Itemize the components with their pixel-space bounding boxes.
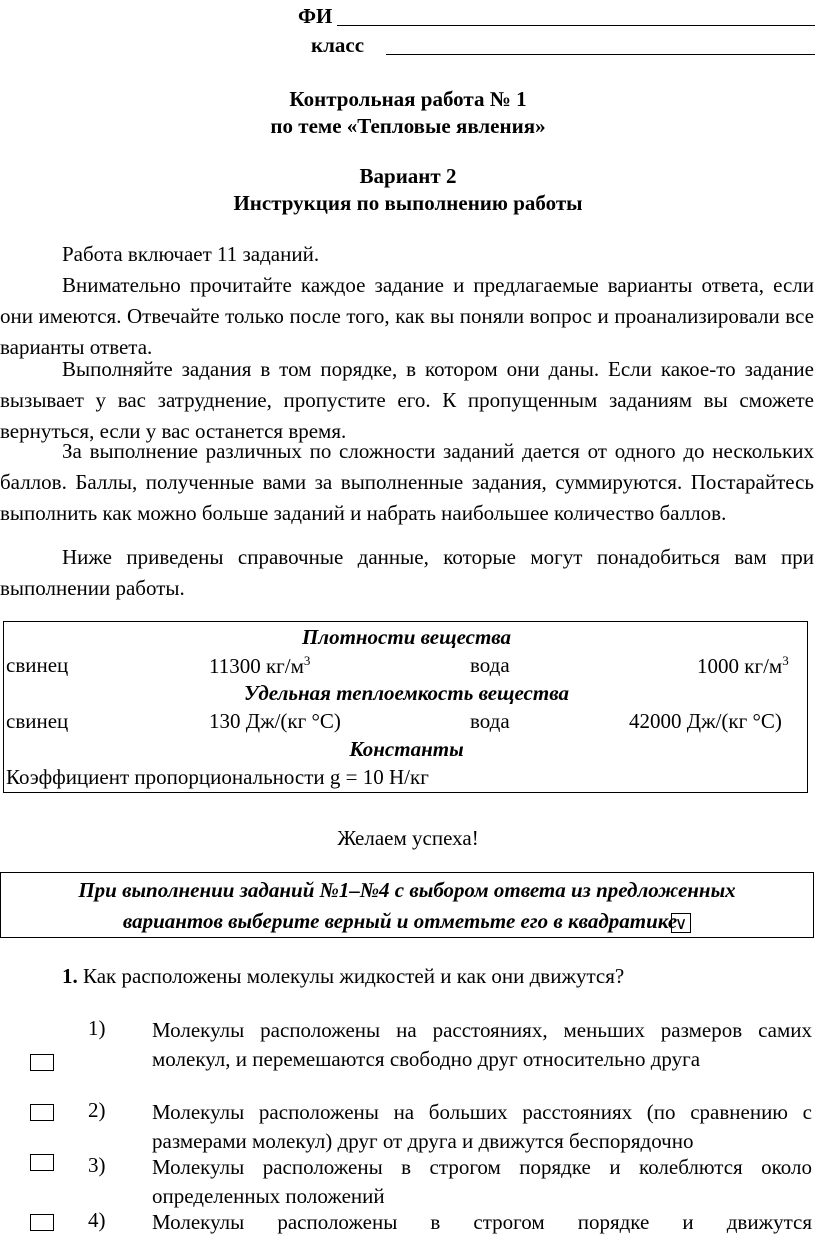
class-label: класс	[311, 33, 365, 57]
instruction-paragraph-4: За выполнение различных по сложности заданий дается от одного до нескольких баллов. Баллы, полученные вами за выполненные задания, суммируются. Постарайтесь выполнить как можно больше заданий и набрать наибольшее количество баллов.	[0, 439, 814, 525]
reference-data-box	[3, 621, 808, 793]
heat-value-1: 130 Дж/(кг °С)	[209, 709, 341, 733]
checkmark-icon: ∨	[671, 913, 691, 933]
good-luck-text: Желаем успеха!	[337, 826, 479, 850]
heat-capacity-header: Удельная теплоемкость вещества	[244, 681, 569, 705]
heat-value-2: 42000 Дж/(кг °С)	[629, 709, 782, 733]
variant-title: Вариант 2	[359, 164, 457, 188]
heat-substance-2: вода	[470, 709, 510, 733]
question-1	[62, 964, 624, 989]
option-number-2: 2)	[88, 1098, 106, 1122]
option-text-3: Молекулы расположены в строгом порядке и колеблются около определенных положений	[152, 1155, 812, 1208]
task-instruction-line-1: При выполнении заданий №1–№4 с выбором ответа из предложенных	[78, 878, 736, 902]
density-substance-1: свинец	[6, 653, 69, 677]
question-text: Как расположены молекулы жидкостей и как они движутся?	[83, 964, 625, 988]
answer-checkbox-2[interactable]	[30, 1104, 54, 1121]
option-text-4: Молекулы расположены в строгом порядке и движутся	[152, 1210, 812, 1234]
constant-g: Коэффициент пропорциональности g = 10 Н/кг	[6, 765, 429, 789]
instruction-paragraph-5: Ниже приведены справочные данные, которые могут понадобиться вам при выполнении работы.	[0, 545, 814, 600]
answer-checkbox-4[interactable]	[30, 1214, 54, 1231]
density-substance-2: вода	[470, 653, 510, 677]
instruction-paragraph-2: Внимательно прочитайте каждое задание и предлагаемые варианты ответа, если они имеются. Отвечайте только после того, как вы поняли вопрос и проанализировали все варианты ответа.	[0, 273, 814, 359]
heat-substance-1: свинец	[6, 709, 69, 733]
option-number-3: 3)	[88, 1153, 106, 1177]
option-text-2: Молекулы расположены на больших расстояниях (по сравнению с размерами молекул) друг от друга и движутся беспорядочно	[152, 1100, 812, 1153]
option-text-1: Молекулы расположены на расстояниях, меньших размеров самих молекул, и перемешаются свободно друг относительно друга	[152, 1018, 812, 1071]
instructions-title: Инструкция по выполнению работы	[233, 191, 583, 215]
instruction-paragraph-1: Работа включает 11 заданий.	[62, 242, 320, 266]
class-input-line[interactable]	[386, 33, 815, 55]
option-number-4: 4)	[88, 1208, 106, 1232]
answer-checkbox-1[interactable]	[30, 1054, 54, 1071]
density-value-2: 1000 $кг/м^3$	[697, 653, 789, 678]
option-number-1: 1)	[88, 1016, 106, 1040]
task-instruction-line-2: вариантов выберите верный и отметьте его в квадратике∨	[1, 906, 813, 937]
page-subtitle: по теме «Тепловые явления»	[270, 114, 546, 138]
answer-checkbox-3[interactable]	[30, 1154, 54, 1171]
task-instruction-box	[0, 872, 814, 938]
density-value-1: 11300 $кг/м^3$	[209, 653, 311, 678]
instruction-paragraph-3: Выполняйте задания в том порядке, в котором они даны. Если какое-то задание вызывает у вас затруднение, пропустите его. К пропущенным заданиям вы сможете вернуться, если у вас останется время.	[0, 357, 814, 443]
fi-input-line[interactable]	[337, 4, 815, 26]
constants-header: Константы	[349, 737, 464, 761]
question-number: 1.	[62, 964, 78, 988]
density-header: Плотности вещества	[301, 625, 512, 649]
fi-label: ФИ	[298, 4, 333, 28]
page-title: Контрольная работа № 1	[289, 87, 527, 111]
